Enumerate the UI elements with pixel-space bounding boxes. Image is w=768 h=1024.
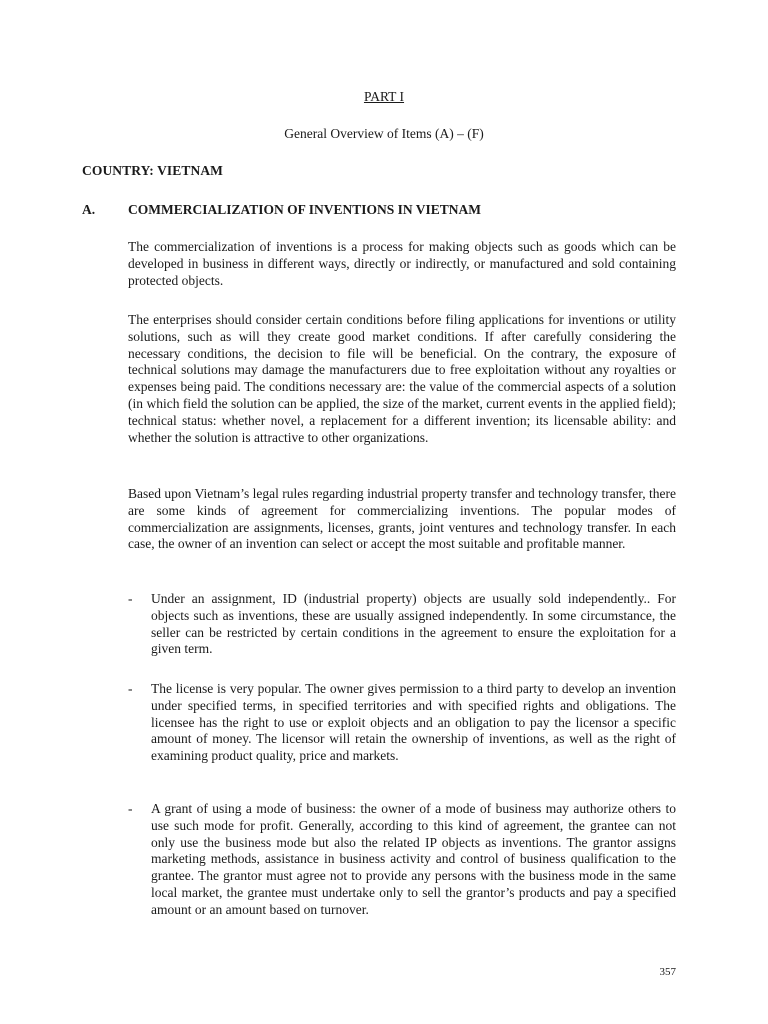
document-subtitle: General Overview of Items (A) – (F) <box>284 126 484 141</box>
list-item-text: The license is very popular. The owner gives permission to a third party to develop an invention under specified terms, in specified territories and with specified rights and obligations. The licensee has the right to use or exploit objects and an obligation to pay the licensor a specific amount of money. The licensor will retain the ownership of inventions, as well as the right of examining product quality, price and markets. <box>151 681 676 764</box>
bullet-marker: - <box>128 591 133 606</box>
page-number: 357 <box>659 966 676 978</box>
paragraph-enterprise-conditions: The enterprises should consider certain conditions before filing applications for inventions or utility solutions, such as will they create good market conditions. If after carefully considering the necessary conditions, the decision to file will be beneficial. On the contrary, the exposure of technical solutions may damage the manufacturers due to free exploitation without any royalties or expenses being paid. The conditions necessary are: the value of the commercial aspects of a solution (in which field the solution can be applied, the size of the market, current events in the applied field); technical status: whether novel, a replacement for a different invention; its licensable ability: and whether the solution is attractive to other organizations. <box>128 312 676 445</box>
paragraph-legal-rules: Based upon Vietnam’s legal rules regarding industrial property transfer and technology transfer, there are some kinds of agreement for commercializing inventions. The popular modes of commercialization are assignments, licenses, grants, joint ventures and technology transfer. In each case, the owner of an invention can select or accept the most suitable and profitable manner. <box>128 486 676 552</box>
list-item-text: A grant of using a mode of business: the owner of a mode of business may authorize others to use such mode for profit. Generally, according to this kind of agreement, the grantee can not only use the business mode but also the related IP objects as inventions. The grantor assigns marketing methods, assistance in business activity and control of business qualification to the grantee. The grantor must agree not to provide any persons with the business mode in the same local market, the grantee must undertake only to sell the grantor’s products and pay a specified amount or an amount based on turnover. <box>151 801 676 917</box>
country-heading: COUNTRY: VIETNAM <box>82 163 224 178</box>
section-heading <box>82 202 682 218</box>
section-title: COMMERCIALIZATION OF INVENTIONS IN VIETNAM <box>128 202 482 217</box>
list-item-grant <box>128 801 676 919</box>
bullet-marker: - <box>128 801 133 816</box>
list-item-text: Under an assignment, ID (industrial property) objects are usually sold independently.. For objects such as inventions, these are usually assigned independently. In some circumstance, the seller can be restricted by certain conditions in the agreement to ensure the exploitation for a given term. <box>151 591 676 657</box>
list-item-assignment <box>128 591 676 658</box>
paragraph-commercialization-definition: The commercialization of inventions is a process for making objects such as goods which can be developed in business in different ways, directly or indirectly, or manufactured and sold containing protected objects. <box>128 239 676 288</box>
bullet-marker: - <box>128 681 133 696</box>
list-item-license <box>128 681 676 765</box>
section-letter: A. <box>82 202 96 217</box>
part-title: PART I <box>363 89 405 104</box>
